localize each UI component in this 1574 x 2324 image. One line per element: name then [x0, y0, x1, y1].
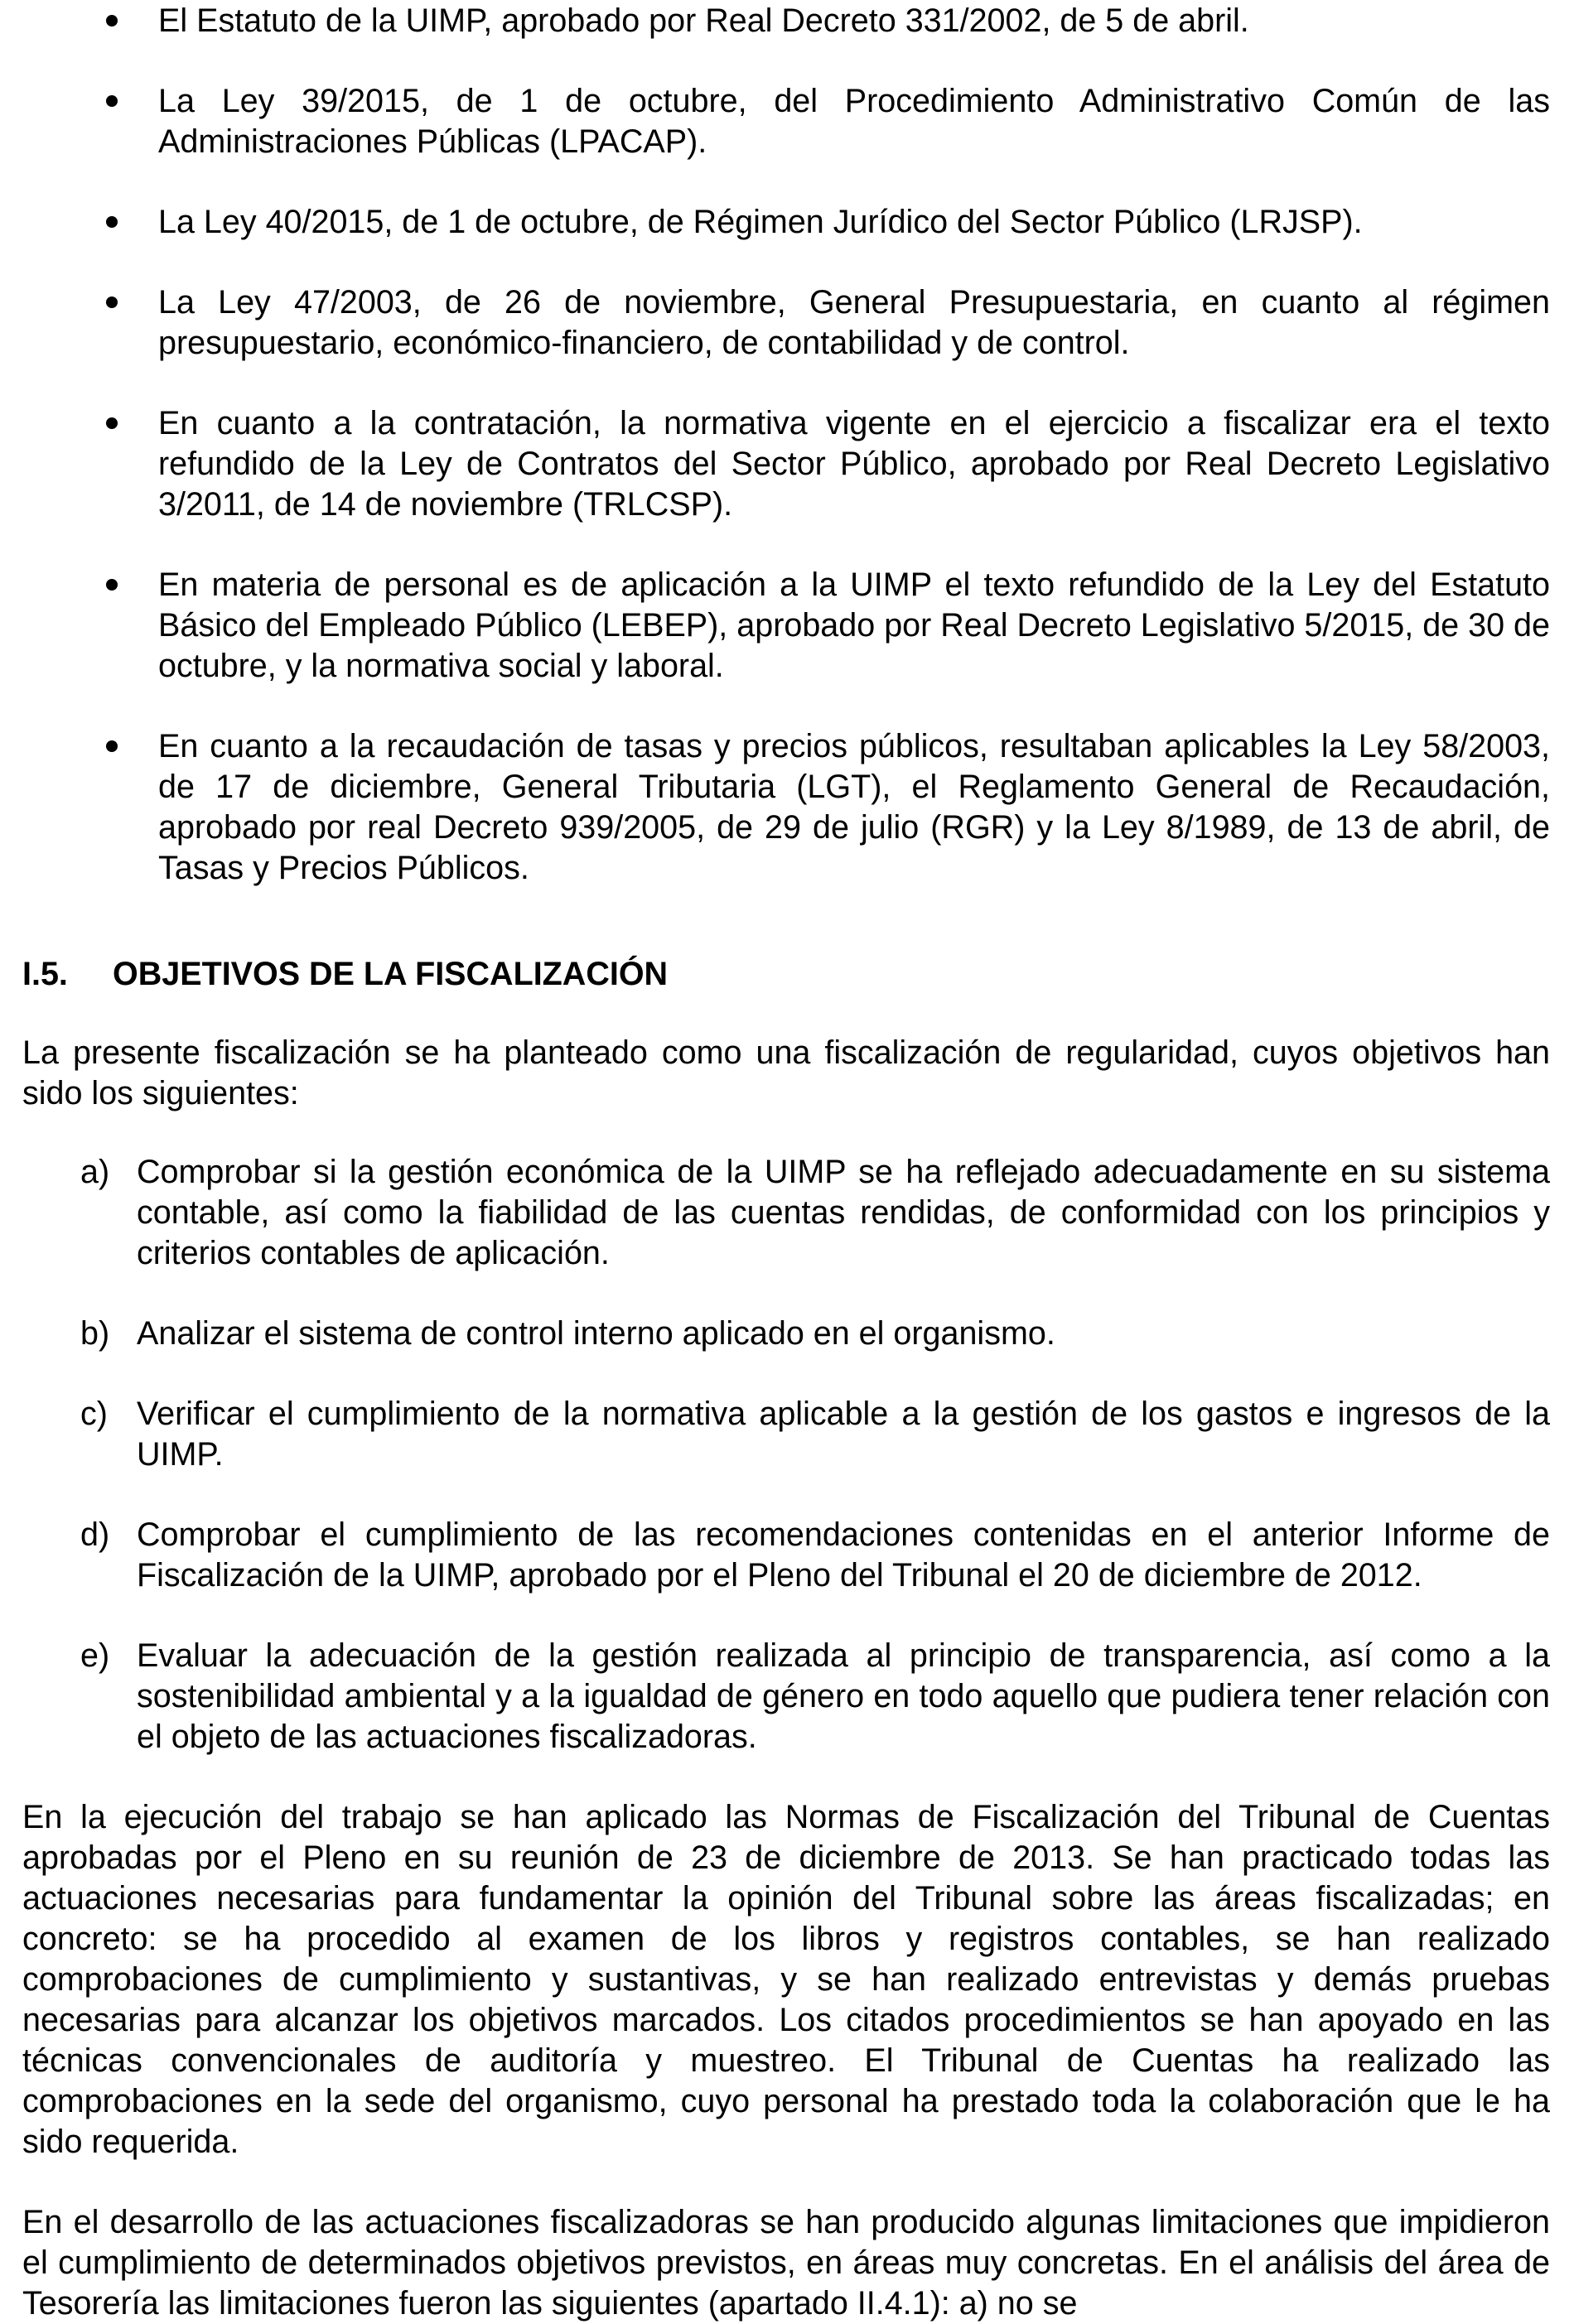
- objective-item: [22, 1314, 1550, 1354]
- bullet-icon: [106, 297, 118, 308]
- bullet-icon: [106, 417, 118, 429]
- list-item: [22, 726, 1550, 889]
- list-item: [22, 282, 1550, 364]
- objectives-list: [22, 1152, 1550, 1757]
- section-number: I.5.: [22, 956, 68, 992]
- objective-item: [22, 1515, 1550, 1596]
- objective-letter: a): [80, 1154, 110, 1190]
- objective-letter: e): [80, 1637, 110, 1674]
- objective-text: Analizar el sistema de control interno aplicado en el organismo.: [137, 1315, 1055, 1352]
- intro-paragraph: La presente fiscalización se ha planteado como una fiscalización de regularidad, cuyos objetivos han sido los siguientes:: [22, 1034, 1550, 1111]
- objective-text: Comprobar el cumplimiento de las recomendaciones contenidas en el anterior Informe de Fiscalización de la UIMP, aprobado por el Pleno del Tribunal el 20 de diciembre de 2012.: [137, 1516, 1550, 1594]
- objective-letter: d): [80, 1516, 110, 1553]
- list-item-text: La Ley 40/2015, de 1 de octubre, de Régimen Jurídico del Sector Público (LRJSP).: [158, 204, 1363, 240]
- legal-framework-list: [22, 1, 1550, 889]
- objective-text: Verificar el cumplimiento de la normativa aplicable a la gestión de los gastos e ingresos de la UIMP.: [137, 1396, 1550, 1473]
- list-item: [22, 565, 1550, 687]
- objective-item: [22, 1636, 1550, 1757]
- objective-letter: b): [80, 1315, 110, 1352]
- objective-item: [22, 1394, 1550, 1475]
- list-item-text: La Ley 47/2003, de 26 de noviembre, General Presupuestaria, en cuanto al régimen presupuestario, económico-financiero, de contabilidad y de control.: [158, 284, 1550, 361]
- list-item-text: En cuanto a la recaudación de tasas y precios públicos, resultaban aplicables la Ley 58/2003, de 17 de diciembre, General Tributaria (LGT), el Reglamento General de Recaudación, aprobado por real Decreto 939/2005, de 29 de julio (RGR) y la Ley 8/1989, de 13 de abril, de Tasas y Precios Públicos.: [158, 728, 1550, 886]
- section-title: OBJETIVOS DE LA FISCALIZACIÓN: [113, 956, 669, 992]
- list-item-text: La Ley 39/2015, de 1 de octubre, del Procedimiento Administrativo Común de las Administraciones Públicas (LPACAP).: [158, 83, 1550, 160]
- objective-text: Evaluar la adecuación de la gestión realizada al principio de transparencia, así como a la sostenibilidad ambiental y a la igualdad de género en todo aquello que pudiera tener relación con el objeto de las actuaciones fiscalizadoras.: [137, 1637, 1550, 1755]
- bullet-icon: [106, 740, 118, 752]
- work-paragraph: En la ejecución del trabajo se han aplicado las Normas de Fiscalización del Tribunal de Cuentas aprobadas por el Pleno en su reunión de 23 de diciembre de 2013. Se han practicado todas las actuaciones necesarias para fundamentar la opinión del Tribunal sobre las áreas fiscalizadas; en concreto: se ha procedido al examen de los libros y registros contables, se han realizado comprobaciones de cumplimiento y sustantivas, y se han realizado entrevistas y demás pruebas necesarias para alcanzar los objetivos marcados. Los citados procedimientos se han apoyado en las técnicas convencionales de auditoría y muestreo. El Tribunal de Cuentas ha realizado las comprobaciones en la sede del organismo, cuyo personal ha prestado toda la colaboración que le ha sido requerida.: [22, 1799, 1550, 2160]
- list-item: [22, 1, 1550, 41]
- list-item-text: El Estatuto de la UIMP, aprobado por Real Decreto 331/2002, de 5 de abril.: [158, 2, 1249, 39]
- list-item: [22, 403, 1550, 525]
- bullet-icon: [106, 15, 118, 27]
- development-paragraph: En el desarrollo de las actuaciones fiscalizadoras se han producido algunas limitaciones que impidieron el cumplimiento de determinados objetivos previstos, en áreas muy concretas. En el análisis del área de Tesorería las limitaciones fueron las siguientes (apartado II.4.1): a) no se: [22, 2204, 1550, 2322]
- list-item: [22, 81, 1550, 162]
- bullet-icon: [106, 216, 118, 228]
- bullet-icon: [106, 579, 118, 591]
- objective-item: [22, 1152, 1550, 1274]
- section-heading: [22, 954, 1550, 995]
- list-item-text: En materia de personal es de aplicación a la UIMP el texto refundido de la Ley del Estatuto Básico del Empleado Público (LEBEP), aprobado por Real Decreto Legislativo 5/2015, de 30 de octubre, y la normativa social y laboral.: [158, 567, 1550, 684]
- list-item-text: En cuanto a la contratación, la normativa vigente en el ejercicio a fiscalizar era el texto refundido de la Ley de Contratos del Sector Público, aprobado por Real Decreto Legislativo 3/2011, de 14 de noviembre (TRLCSP).: [158, 405, 1550, 523]
- objective-letter: c): [80, 1396, 108, 1432]
- list-item: [22, 202, 1550, 243]
- objective-text: Comprobar si la gestión económica de la UIMP se ha reflejado adecuadamente en su sistema contable, así como la fiabilidad de las cuentas rendidas, de conformidad con los principios y criterios contables de aplicación.: [137, 1154, 1550, 1271]
- bullet-icon: [106, 95, 118, 107]
